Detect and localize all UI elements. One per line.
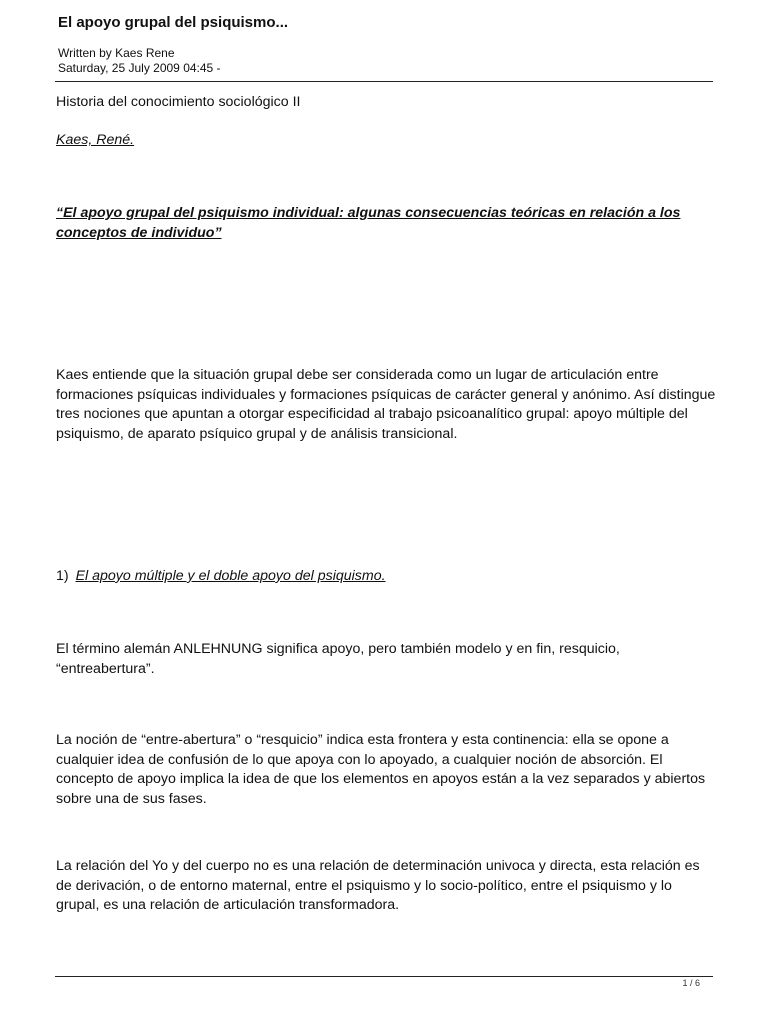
header-divider [55,81,713,82]
author-line: Written by Kaes Rene [58,46,175,60]
article-meta [58,46,221,76]
article-title [56,203,716,243]
paragraph-yo-cuerpo: La relación del Yo y del cuerpo no es una relación de determinación univoca y directa, esta relación es de derivación, o de entorno maternal, entre el psiquismo y lo socio-político, entre el psiquismo y lo grupal, es una relación de articulación transformadora. [56,858,700,913]
date-line: Saturday, 25 July 2009 04:45 - [58,61,221,75]
course-name: Historia del conocimiento sociológico II [56,94,301,110]
author-name [56,131,716,151]
page-number: 1 / 6 [682,978,700,988]
section-title: El apoyo múltiple y el doble apoyo del psiquismo. [75,568,386,584]
author-text: Kaes, René. [56,132,135,148]
footer-divider [55,976,713,977]
section-heading [56,567,716,587]
paragraph-anlehnung: El término alemán ANLEHNUNG significa apoyo, pero también modelo y en fin, resquicio, “entreabertura”. [56,641,620,677]
page-title: El apoyo grupal del psiquismo... [58,14,289,31]
article-title-text: “El apoyo grupal del psiquismo individual: algunas consecuencias teóricas en relación a los conceptos de individuo” [56,205,681,241]
paragraph-intro: Kaes entiende que la situación grupal debe ser considerada como un lugar de articulación entre formaciones psíquicas individuales y formaciones psíquicas de carácter general y anónimo. Así distingue tres nociones que apuntan a otorgar especificidad al trabajo psicoanalítico grupal: apoyo múltiple del psiquismo, de aparato psíquico grupal y de análisis transicional. [56,367,716,442]
paragraph-entre-abertura: La noción de “entre-abertura” o “resquicio” indica esta frontera y esta continencia: ella se opone a cualquier idea de confusión de lo que apoya con lo apoyado, a cualquier noción de absorción. El concepto de apoyo implica la idea de que los elementos en apoyos están a la vez separados y abiertos sobre una de sus fases. [56,732,706,807]
section-number: 1) [56,568,69,584]
